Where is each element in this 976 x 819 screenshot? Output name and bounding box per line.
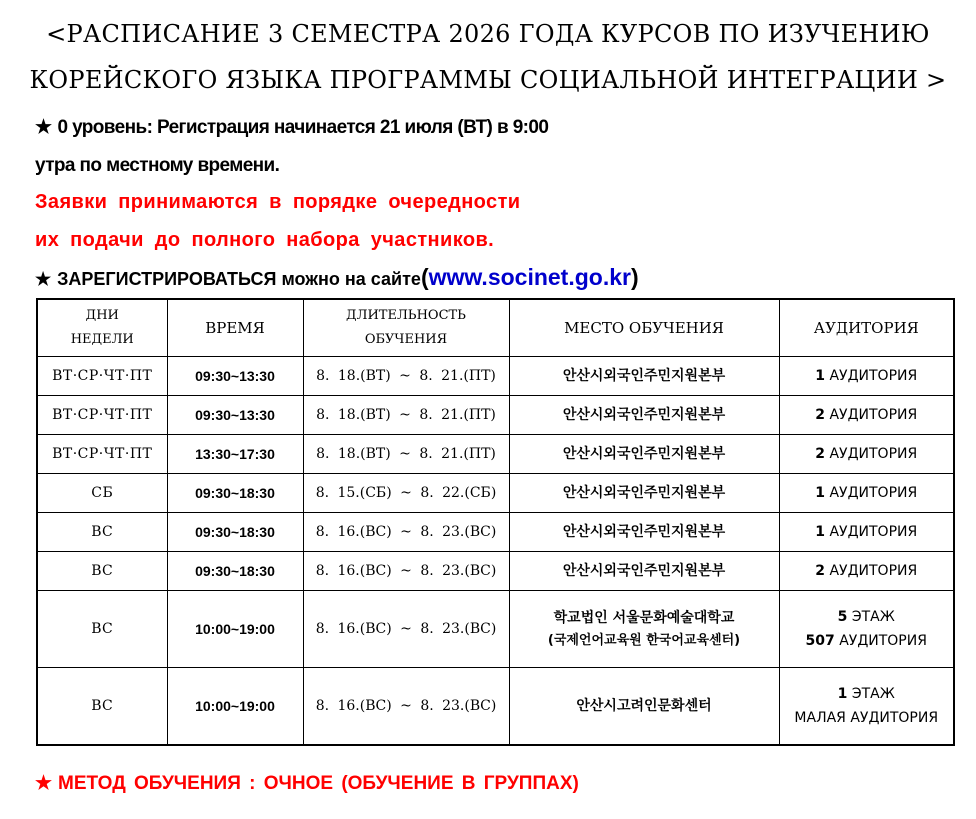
room-label: АУДИТОРИЯ bbox=[839, 633, 927, 650]
room-label: АУДИТОРИЯ bbox=[829, 407, 918, 424]
queue-notice-line-1: Заявки принимаются в порядке очередности bbox=[35, 191, 521, 213]
cell-room bbox=[779, 552, 954, 591]
floor-label: ЭТАЖ bbox=[851, 686, 895, 703]
cell-time: 10:00~19:00 bbox=[167, 591, 303, 668]
room-number: 1 bbox=[815, 368, 826, 385]
cell-day: ВТ·СР·ЧТ·ПТ bbox=[37, 435, 167, 474]
cell-period: 8. 16.(ВС) ~ 8. 23.(ВС) bbox=[303, 668, 509, 745]
cell-period: 8. 18.(ВТ) ~ 8. 21.(ПТ) bbox=[303, 357, 509, 396]
place-subname: (국제언어교육원 한국어교육센터) bbox=[547, 632, 741, 648]
cell-room bbox=[779, 591, 954, 668]
room-label: АУДИТОРИЯ bbox=[829, 563, 918, 580]
cell-place: 안산시외국인주민지원본부 bbox=[509, 552, 779, 591]
room-number: 1 bbox=[815, 485, 826, 502]
header-days-line-1: ДНИ bbox=[85, 308, 119, 323]
registration-notice-line-1 bbox=[35, 116, 548, 139]
table-row bbox=[37, 513, 954, 552]
floor-number: 1 bbox=[837, 686, 848, 703]
table-row bbox=[37, 668, 954, 745]
header-duration-line-1: ДЛИТЕЛЬНОСТЬ bbox=[346, 308, 466, 323]
cell-day: ВТ·СР·ЧТ·ПТ bbox=[37, 396, 167, 435]
cell-place: 안산시외국인주민지원본부 bbox=[509, 513, 779, 552]
teaching-method-note bbox=[35, 772, 579, 795]
cell-time: 10:00~19:00 bbox=[167, 668, 303, 745]
teaching-method-text: МЕТОД ОБУЧЕНИЯ : ОЧНОЕ (ОБУЧЕНИЕ В ГРУППАХ) bbox=[58, 773, 579, 794]
header-days bbox=[37, 299, 167, 357]
cell-day: СБ bbox=[37, 474, 167, 513]
room-label: МАЛАЯ АУДИТОРИЯ bbox=[794, 710, 939, 727]
cell-period: 8. 16.(ВС) ~ 8. 23.(ВС) bbox=[303, 513, 509, 552]
table-row bbox=[37, 552, 954, 591]
header-duration bbox=[303, 299, 509, 357]
cell-place: 안산시외국인주민지원본부 bbox=[509, 435, 779, 474]
room-number: 2 bbox=[815, 446, 826, 463]
cell-place: 안산시외국인주민지원본부 bbox=[509, 474, 779, 513]
cell-room bbox=[779, 513, 954, 552]
place-name: 학교법인 서울문화예술대학교 bbox=[553, 609, 735, 626]
cell-place bbox=[509, 591, 779, 668]
cell-place: 안산시외국인주민지원본부 bbox=[509, 396, 779, 435]
registration-site-line bbox=[35, 264, 639, 291]
cell-day: ВС bbox=[37, 513, 167, 552]
header-room: АУДИТОРИЯ bbox=[779, 299, 954, 357]
room-label: АУДИТОРИЯ bbox=[829, 368, 918, 385]
site-link[interactable]: www.socinet.go.kr bbox=[428, 264, 631, 290]
header-duration-line-2: ОБУЧЕНИЯ bbox=[364, 332, 448, 347]
star-icon: ★ bbox=[35, 773, 53, 794]
cell-period: 8. 18.(ВТ) ~ 8. 21.(ПТ) bbox=[303, 435, 509, 474]
table-row bbox=[37, 474, 954, 513]
star-icon: ★ bbox=[35, 117, 52, 138]
room-label: АУДИТОРИЯ bbox=[829, 485, 918, 502]
header-time: ВРЕМЯ bbox=[167, 299, 303, 357]
floor-number: 5 bbox=[837, 609, 848, 626]
room-number: 1 bbox=[815, 524, 826, 541]
header-place: МЕСТО ОБУЧЕНИЯ bbox=[509, 299, 779, 357]
cell-day: ВС bbox=[37, 668, 167, 745]
queue-notice-line-2: их подачи до полного набора участников. bbox=[35, 229, 495, 251]
room-number: 2 bbox=[815, 407, 826, 424]
cell-time: 09:30~13:30 bbox=[167, 396, 303, 435]
registration-text: 0 уровень: Регистрация начинается 21 июля (ВТ) в 9:00 bbox=[57, 117, 549, 138]
room-label: АУДИТОРИЯ bbox=[829, 446, 918, 463]
cell-time: 09:30~18:30 bbox=[167, 552, 303, 591]
cell-time: 09:30~18:30 bbox=[167, 474, 303, 513]
cell-room bbox=[779, 396, 954, 435]
cell-room bbox=[779, 474, 954, 513]
title-line-2: КОРЕЙСКОГО ЯЗЫКА ПРОГРАММЫ СОЦИАЛЬНОЙ ИНТЕГРАЦИИ > bbox=[29, 66, 947, 94]
cell-room bbox=[779, 668, 954, 745]
room-label: АУДИТОРИЯ bbox=[829, 524, 918, 541]
room-number: 507 bbox=[805, 633, 835, 650]
cell-day: ВС bbox=[37, 591, 167, 668]
room-number: 2 bbox=[815, 563, 826, 580]
site-prefix: ЗАРЕГИСТРИРОВАТЬСЯ можно на сайте bbox=[57, 269, 421, 289]
cell-time: 13:30~17:30 bbox=[167, 435, 303, 474]
cell-place: 안산시고려인문화센터 bbox=[509, 668, 779, 745]
table-row bbox=[37, 591, 954, 668]
cell-day: ВТ·СР·ЧТ·ПТ bbox=[37, 357, 167, 396]
floor-label: ЭТАЖ bbox=[851, 609, 895, 626]
header-days-line-2: НЕДЕЛИ bbox=[70, 332, 134, 347]
site-open-paren: ( bbox=[420, 264, 429, 290]
cell-time: 09:30~13:30 bbox=[167, 357, 303, 396]
table-row bbox=[37, 396, 954, 435]
cell-period: 8. 16.(ВС) ~ 8. 23.(ВС) bbox=[303, 552, 509, 591]
table-row bbox=[37, 357, 954, 396]
cell-room bbox=[779, 357, 954, 396]
table-header-row bbox=[37, 299, 954, 357]
cell-time: 09:30~18:30 bbox=[167, 513, 303, 552]
table-row bbox=[37, 435, 954, 474]
cell-day: ВС bbox=[37, 552, 167, 591]
schedule-table bbox=[36, 298, 955, 746]
cell-period: 8. 18.(ВТ) ~ 8. 21.(ПТ) bbox=[303, 396, 509, 435]
cell-place: 안산시외국인주민지원본부 bbox=[509, 357, 779, 396]
star-icon: ★ bbox=[35, 269, 52, 289]
title-line-1: <РАСПИСАНИЕ 3 СЕМЕСТРА 2026 ГОДА КУРСОВ ПО ИЗУЧЕНИЮ bbox=[46, 20, 930, 48]
cell-period: 8. 15.(СБ) ~ 8. 22.(СБ) bbox=[303, 474, 509, 513]
registration-notice-line-2: утра по местному времени. bbox=[35, 155, 280, 176]
cell-room bbox=[779, 435, 954, 474]
cell-period: 8. 16.(ВС) ~ 8. 23.(ВС) bbox=[303, 591, 509, 668]
site-close-paren: ) bbox=[630, 264, 639, 290]
